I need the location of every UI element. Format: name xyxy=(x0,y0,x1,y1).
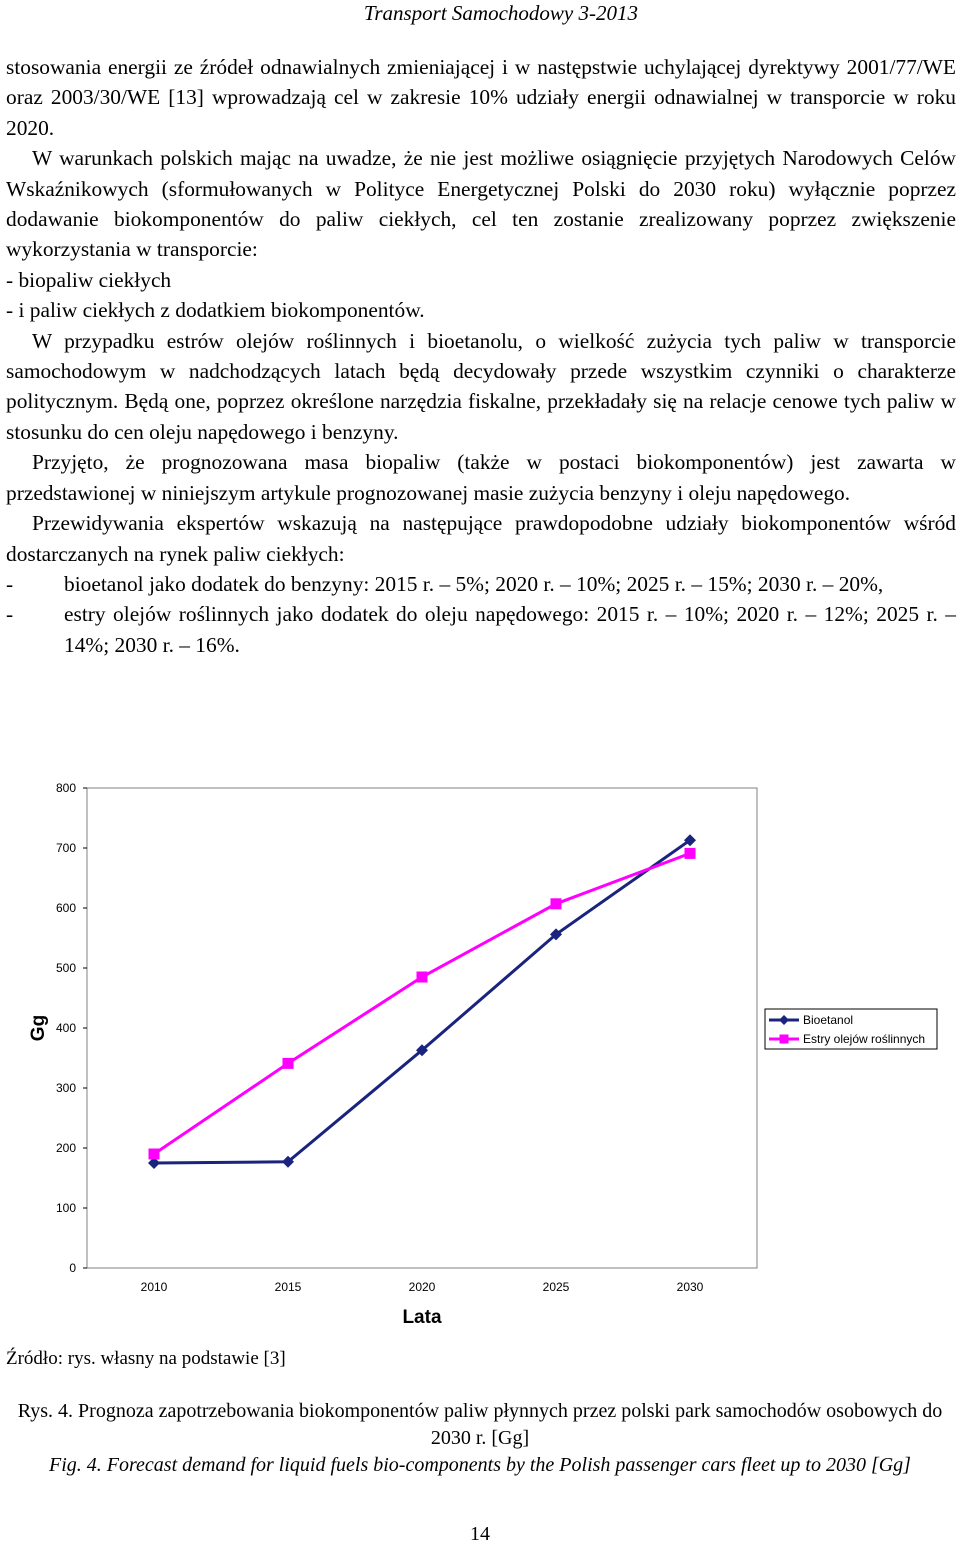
paragraph: Przyjęto, że prognozowana masa biopaliw (także w postaci biokomponentów) jest zawarta w przedstawionej w niniejszym artykule prognozowanej masie zużycia benzyny i oleju napędowego. xyxy=(6,450,956,505)
data-point-square xyxy=(149,1149,160,1160)
legend xyxy=(765,1009,937,1049)
paragraph: W przypadku estrów olejów roślinnych i bioetanolu, o wielkość zużycia tych paliw w transporcie samochodowym w nadchodzących latach będą decydowały przede wszystkim czynniki o charakterze politycznym. Będą one, poprzez określone narzędzia fiskalne, przekładały się na relacje cenowe tych paliw w stosunku do cen oleju napędowego i benzyny. xyxy=(6,328,956,444)
x-tick-label: 2010 xyxy=(140,1280,168,1294)
y-tick-label: 0 xyxy=(69,1261,76,1275)
paragraph: Przewidywania ekspertów wskazują na następujące prawdopodobne udziały biokomponentów wśród dostarczanych na rynek paliw ciekłych: xyxy=(6,511,956,566)
body-text xyxy=(6,52,956,660)
bullet-item xyxy=(6,599,956,660)
running-header: Transport Samochodowy 3-2013 xyxy=(363,1,638,25)
y-tick-label: 500 xyxy=(55,961,76,975)
figure-caption-pl: Rys. 4. Prognoza zapotrzebowania biokomponentów paliw płynnych przez polski park samochodów osobowych do 2030 r. [Gg] xyxy=(17,1400,943,1449)
paragraph: W warunkach polskich mając na uwadze, że nie jest możliwe osiągnięcie przyjętych Narodowych Celów Wskaźnikowych (sformułowanych w Polityce Energetycznej Polski do 2030 roku) wyłącznie poprzez dodawanie biokomponentów do paliw ciekłych, cel ten zostanie zrealizowany poprzez zwiększenie wykorzystania w transporcie: xyxy=(6,146,956,262)
page-number: 14 xyxy=(470,1523,490,1545)
data-point-square xyxy=(283,1058,294,1069)
figure-caption-en: Fig. 4. Forecast demand for liquid fuels bio-components by the Polish passenger cars fleet up to 2030 [Gg] xyxy=(49,1454,911,1476)
data-point-square xyxy=(685,848,696,859)
bullet-text: estry olejów roślinnych jako dodatek do oleju napędowego: 2015 r. – 10%; 2020 r. – 12%; 2025 r. – 14%; 2030 r. – 16%. xyxy=(64,602,956,657)
x-tick-label: 2030 xyxy=(676,1280,704,1294)
bullet-text: bioetanol jako dodatek do benzyny: 2015 r. – 5%; 2020 r. – 10%; 2025 r. – 15%; 2030 r. – 20%, xyxy=(64,571,884,596)
y-tick-label: 400 xyxy=(55,1021,76,1035)
legend-label: Estry olejów roślinnych xyxy=(803,1032,926,1046)
data-point-square xyxy=(417,972,428,983)
legend-marker-square xyxy=(780,1035,789,1044)
paragraph: stosowania energii ze źródeł odnawialnych zmieniającej i w następstwie uchylającej dyrektywy 2001/77/WE oraz 2003/30/WE [13] wprowadzają cel w zakresie 10% udziały energii odnawialnej w transporcie w roku 2020. xyxy=(6,55,956,140)
y-tick-label: 700 xyxy=(55,841,76,855)
y-tick-label: 200 xyxy=(55,1141,76,1155)
figure-source: Źródło: rys. własny na podstawie [3] xyxy=(6,1348,286,1369)
y-tick-label: 600 xyxy=(55,901,76,915)
y-tick-label: 300 xyxy=(55,1081,76,1095)
y-tick-label: 100 xyxy=(55,1201,76,1215)
bullet-item xyxy=(6,569,956,599)
plot-frame xyxy=(87,788,757,1268)
plot-area xyxy=(56,781,757,1294)
x-axis-label: Lata xyxy=(402,1307,442,1328)
bullet-dash: - xyxy=(6,571,14,596)
y-axis-label: Gg xyxy=(28,1014,49,1042)
x-tick-label: 2020 xyxy=(408,1280,436,1294)
y-tick-label: 800 xyxy=(55,781,76,795)
x-tick-label: 2025 xyxy=(542,1280,570,1294)
line-chart xyxy=(0,770,960,1330)
data-point-square xyxy=(551,898,562,909)
x-tick-label: 2015 xyxy=(274,1280,302,1294)
bullet-dash: - xyxy=(6,602,14,627)
list-line: - biopaliw ciekłych xyxy=(6,267,172,292)
list-line: - i paliw ciekłych z dodatkiem biokomponentów. xyxy=(6,298,425,323)
legend-label: Bioetanol xyxy=(803,1013,854,1027)
